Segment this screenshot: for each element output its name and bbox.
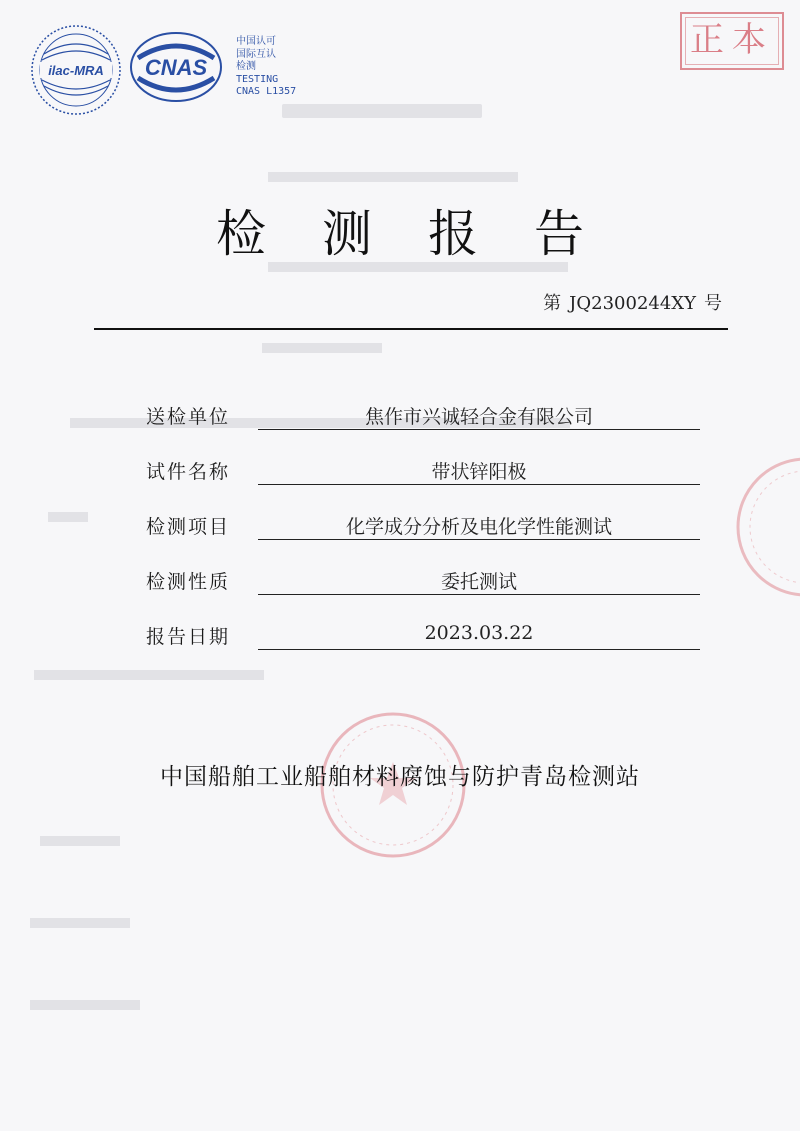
ilac-mra-logo [30, 24, 122, 116]
test-item-value: 化学成分分析及电化学性能测试 [345, 516, 612, 538]
report-date-label: 报告日期 [146, 626, 231, 648]
test-nature-value: 委托测试 [440, 571, 517, 593]
report-number-suffix: 号 [704, 293, 722, 314]
report-number [539, 289, 726, 315]
test-nature-row [0, 567, 800, 607]
side-seal [734, 452, 800, 602]
cnas-line-5: CNAS L1357 [236, 86, 297, 97]
cnas-line-4: TESTING [236, 73, 279, 85]
title-divider [94, 328, 728, 330]
ilac-mra-text: ilac-MRA [48, 63, 104, 78]
client-row [0, 402, 800, 442]
organization-name: 中国船舶工业船舶材料腐蚀与防护青岛检测站 [160, 764, 640, 790]
cnas-line-1: 中国认可 [236, 36, 276, 47]
client-value: 焦作市兴诚轻合金有限公司 [364, 406, 593, 428]
cnas-logo-text: CNAS [144, 55, 208, 80]
report-date-row [0, 622, 800, 662]
sample-value: 带状锌阳极 [431, 461, 527, 483]
client-underline [258, 429, 700, 430]
test-nature-label: 检测性质 [146, 571, 231, 593]
cnas-line-3: 检测 [236, 61, 256, 72]
test-nature-underline [258, 594, 700, 595]
cnas-accreditation-text [236, 36, 296, 99]
report-number-prefix: 第 [543, 293, 562, 314]
cnas-logo [128, 30, 224, 104]
sample-underline [258, 484, 700, 485]
report-date-value: 2023.03.22 [424, 622, 534, 644]
test-item-underline [258, 539, 700, 540]
sample-label: 试件名称 [146, 461, 231, 483]
report-title: 检测报告 [216, 205, 640, 263]
sample-row [0, 457, 800, 497]
test-item-row [0, 512, 800, 552]
test-item-label: 检测项目 [146, 516, 231, 538]
cnas-line-2: 国际互认 [236, 48, 276, 60]
report-number-value: JQ2300244XY [569, 293, 696, 314]
original-copy-stamp: 正本 [680, 12, 784, 70]
report-date-underline [258, 649, 700, 650]
client-label: 送检单位 [146, 406, 231, 428]
